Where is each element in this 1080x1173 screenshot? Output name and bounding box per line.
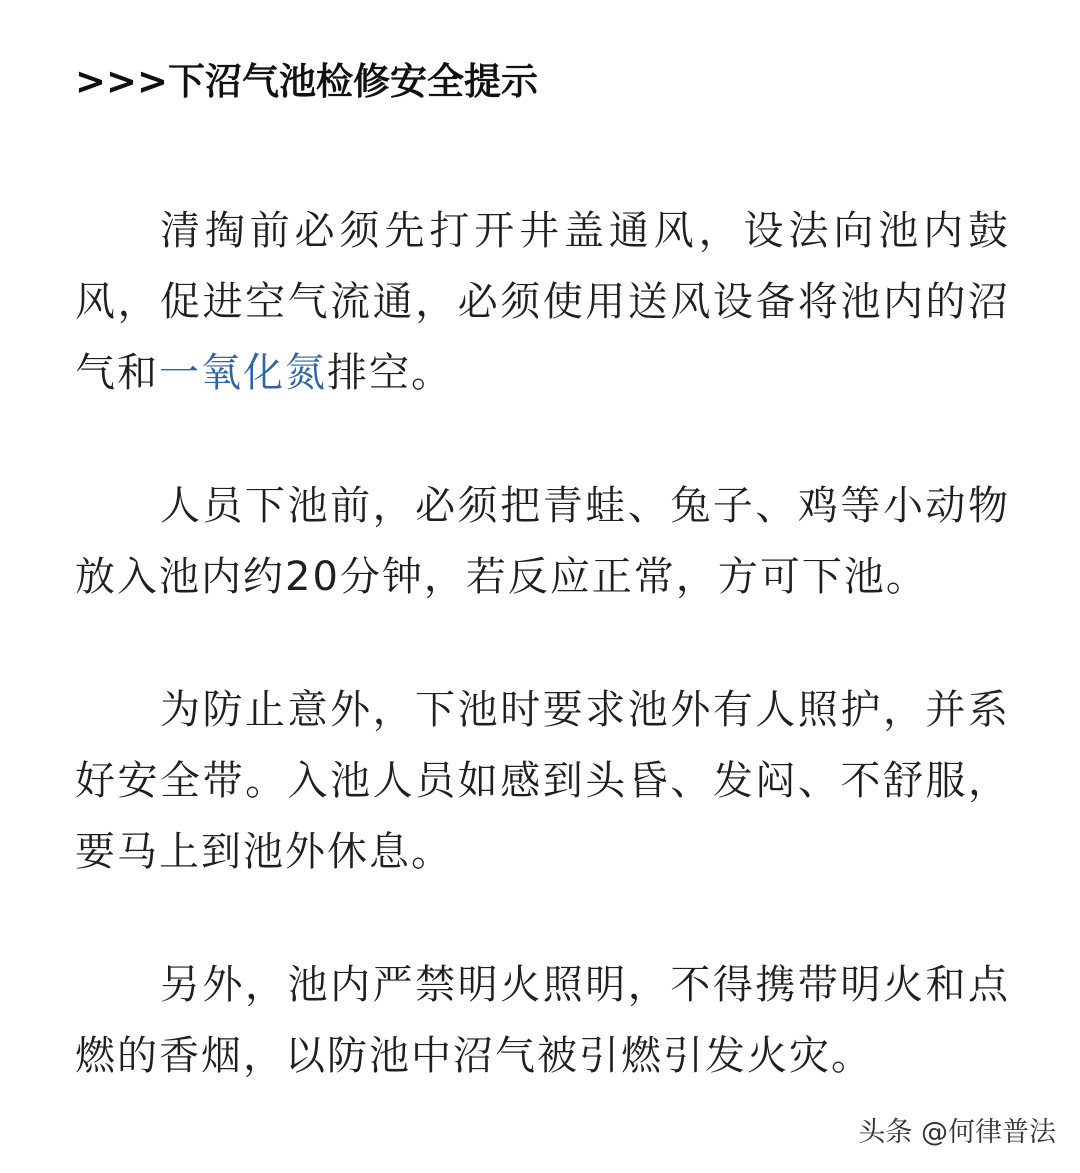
watermark: 头条 @何律普法	[858, 1117, 1056, 1148]
paragraph-text: 排空。	[327, 350, 453, 396]
article	[75, 52, 1010, 1092]
keyword-link[interactable]: 一氧化氮	[159, 350, 327, 396]
paragraph-ventilation	[75, 196, 1010, 409]
paragraph-text: 清掏前必须先打开井盖通风，设法向池内鼓风，促进空气流通，必须使用送风设备将池内的沼气和	[75, 208, 1010, 396]
paragraph-animal-test: 人员下池前，必须把青蛙、兔子、鸡等小动物放入池内约20分钟，若反应正常，方可下池。	[75, 483, 1010, 600]
paragraph-supervision: 为防止意外，下池时要求池外有人照护，并系好安全带。入池人员如感到头昏、发闷、不舒服，要马上到池外休息。	[75, 687, 1010, 875]
article-title: >>>下沼气池检修安全提示	[75, 60, 539, 103]
paragraph-fire-safety: 另外，池内严禁明火照明，不得携带明火和点燃的香烟，以防池中沼气被引燃引发火灾。	[75, 962, 1010, 1079]
